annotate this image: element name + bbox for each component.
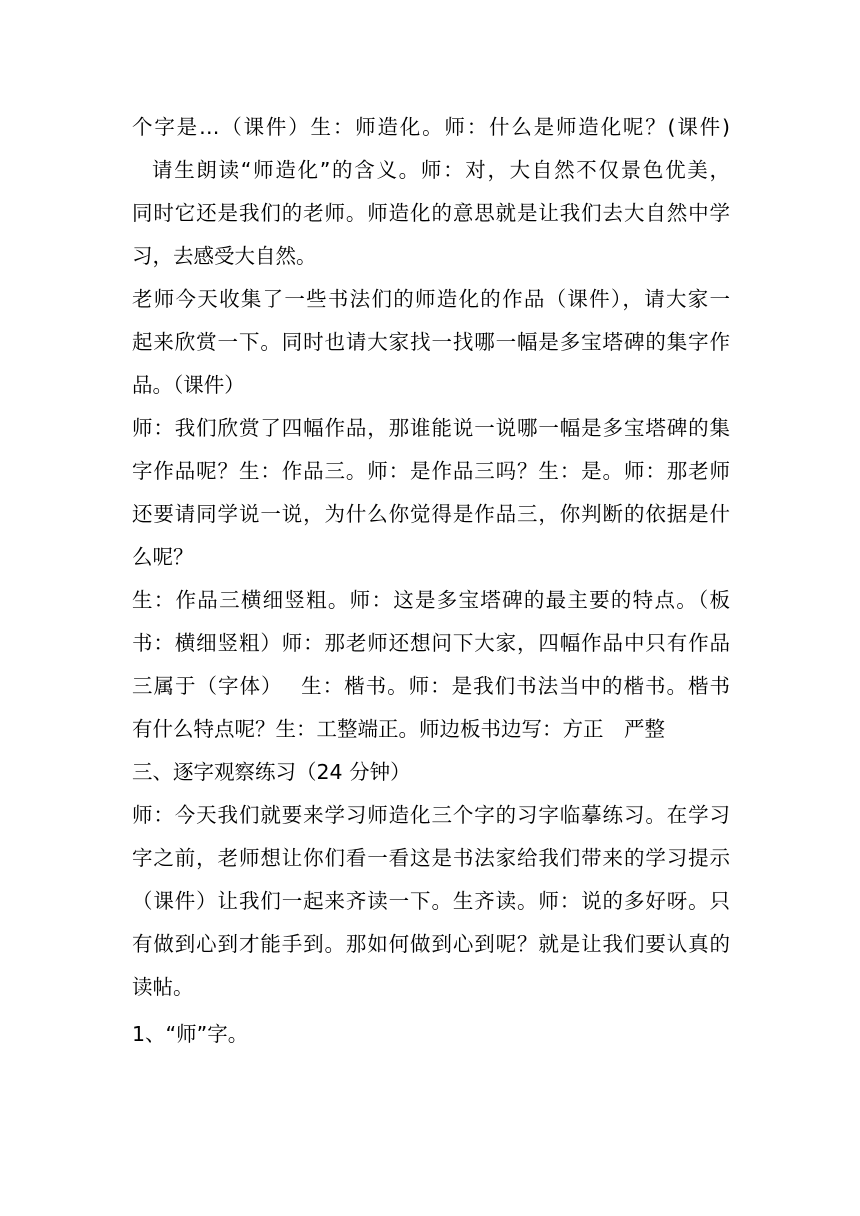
text-line: 老师今天收集了一些书法们的师造化的作品（课件），请大家一 (132, 287, 730, 311)
text-line: 请生朗读“师造化”的含义。师：对，大自然不仅景色优美， (152, 158, 730, 182)
text-line: 书：横细竖粗）师：那老师还想问下大家，四幅作品中只有作品 (132, 631, 730, 655)
subsection-heading: 1、“师”字。 (132, 1022, 249, 1046)
text-line: （课件）让我们一起来齐读一下。生齐读。师：说的多好呀。只 (132, 889, 730, 913)
text-line: 还要请同学说一说，为什么你觉得是作品三，你判断的依据是什 (132, 502, 730, 526)
text-line: 起来欣赏一下。同时也请大家找一找哪一幅是多宝塔碑的集字作 (132, 330, 730, 354)
text-line: 么呢？ (132, 545, 194, 569)
text-line: 生：作品三横细竖粗。师：这是多宝塔碑的最主要的特点。（板 (132, 588, 730, 612)
text-line: 有做到心到才能手到。那如何做到心到呢？就是让我们要认真的 (132, 932, 730, 956)
text-line: 有什么特点呢？生：工整端正。师边板书边写：方正 严整 (132, 717, 665, 741)
section-heading: 三、逐字观察练习（24 分钟） (132, 760, 411, 784)
text-line: 师：今天我们就要来学习师造化三个字的习字临摹练习。在学习 (132, 803, 730, 827)
text-line: 字之前，老师想让你们看一看这是书法家给我们带来的学习提示 (132, 846, 730, 870)
text-line: 品。（课件） (132, 373, 245, 397)
text-line: 读帖。 (132, 975, 194, 999)
text-line: 三属于（字体） 生：楷书。师：是我们书法当中的楷书。楷书 (132, 674, 730, 698)
text-line: 师：我们欣赏了四幅作品，那谁能说一说哪一幅是多宝塔碑的集 (132, 416, 730, 440)
document-page (132, 106, 730, 1056)
text-line: 习，去感受大自然。 (132, 244, 317, 268)
text-line: 同时它还是我们的老师。师造化的意思就是让我们去大自然中学 (132, 201, 730, 225)
text-line: 个字是…（课件）生：师造化。师：什么是师造化呢？(课件) (132, 115, 730, 139)
text-line: 字作品呢？生：作品三。师：是作品三吗？生：是。师：那老师 (132, 459, 730, 483)
